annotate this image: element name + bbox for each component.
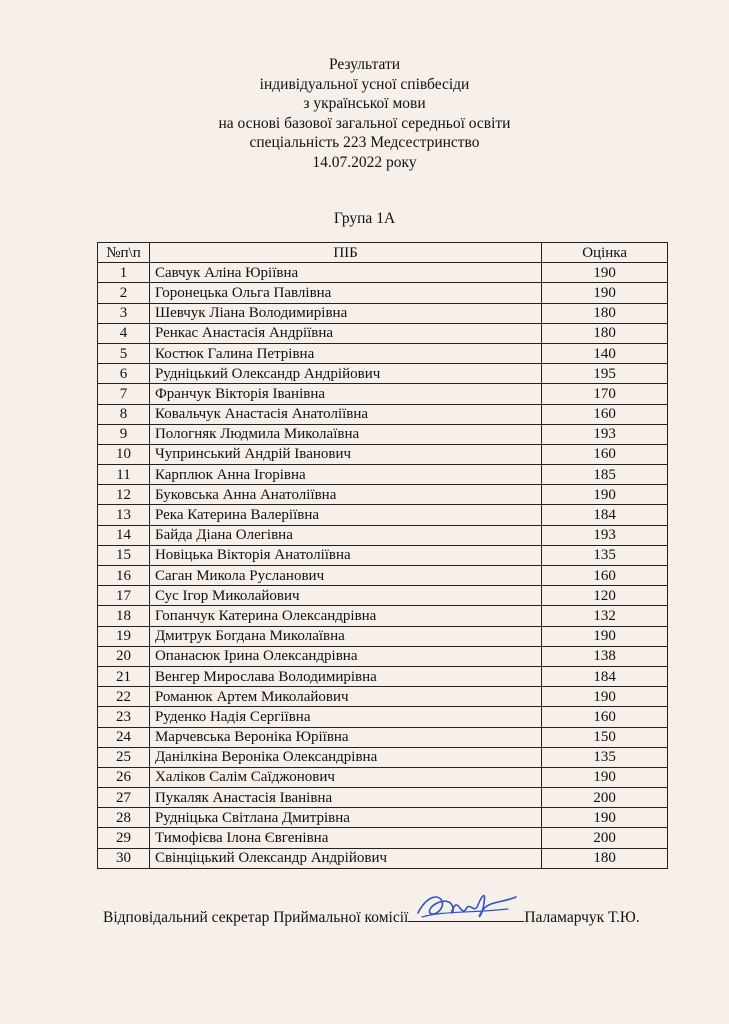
- student-name: Новіцька Вікторія Анатоліївна: [149, 545, 541, 565]
- student-name: Свінціцький Олександр Андрійович: [149, 848, 541, 868]
- signature-icon: [412, 887, 522, 927]
- row-number: 29: [98, 828, 150, 848]
- row-number: 25: [98, 747, 150, 767]
- signer-name: Паламарчук Т.Ю.: [524, 909, 640, 926]
- table-row: [98, 465, 668, 485]
- student-name: Костюк Галина Петрівна: [149, 343, 541, 363]
- table-row: [98, 505, 668, 525]
- student-score: 120: [542, 586, 668, 606]
- student-score: 193: [542, 525, 668, 545]
- student-name: Савчук Аліна Юріївна: [149, 263, 541, 283]
- row-number: 17: [98, 586, 150, 606]
- table-row: [98, 364, 668, 384]
- row-number: 26: [98, 767, 150, 787]
- row-number: 1: [98, 263, 150, 283]
- student-name: Романюк Артем Миколайович: [149, 687, 541, 707]
- signature-line: [408, 905, 524, 922]
- student-score: 160: [542, 566, 668, 586]
- table-row: [98, 485, 668, 505]
- student-score: 140: [542, 343, 668, 363]
- row-number: 11: [98, 465, 150, 485]
- table-row: [98, 727, 668, 747]
- table-row: [98, 586, 668, 606]
- student-name: Марчевська Вероніка Юріївна: [149, 727, 541, 747]
- table-row: [98, 404, 668, 424]
- student-name: Горонецька Ольга Павлівна: [149, 283, 541, 303]
- header-basis: на основі базової загальної середньої освіти: [218, 114, 511, 132]
- student-name: Ренкас Анастасія Андріївна: [149, 323, 541, 343]
- student-name: Тимофієва Ілона Євгенівна: [149, 828, 541, 848]
- student-name: Пологняк Людмила Миколаївна: [149, 424, 541, 444]
- student-name: Сус Ігор Миколайович: [149, 586, 541, 606]
- student-score: 190: [542, 283, 668, 303]
- row-number: 21: [98, 666, 150, 686]
- document-header: [0, 55, 729, 172]
- table-row: [98, 545, 668, 565]
- table-row: [98, 788, 668, 808]
- student-name: Буковська Анна Анатоліївна: [149, 485, 541, 505]
- table-row: [98, 525, 668, 545]
- student-score: 160: [542, 404, 668, 424]
- student-name: Дмитрук Богдана Миколаївна: [149, 626, 541, 646]
- student-name: Франчук Вікторія Іванівна: [149, 384, 541, 404]
- student-name: Рудніцька Світлана Дмитрівна: [149, 808, 541, 828]
- row-number: 16: [98, 566, 150, 586]
- signature-block: [103, 905, 640, 927]
- table-row: [98, 606, 668, 626]
- student-name: Чупринський Андрій Іванович: [149, 444, 541, 464]
- row-number: 18: [98, 606, 150, 626]
- student-score: 180: [542, 323, 668, 343]
- table-row: [98, 666, 668, 686]
- table-row: [98, 303, 668, 323]
- row-number: 15: [98, 545, 150, 565]
- student-score: 193: [542, 424, 668, 444]
- student-name: Река Катерина Валеріївна: [149, 505, 541, 525]
- student-score: 160: [542, 707, 668, 727]
- header-subject: з української мови: [303, 95, 426, 112]
- row-number: 30: [98, 848, 150, 868]
- table-row: [98, 828, 668, 848]
- student-score: 150: [542, 727, 668, 747]
- row-number: 13: [98, 505, 150, 525]
- student-score: 200: [542, 828, 668, 848]
- table-row: [98, 626, 668, 646]
- student-score: 190: [542, 808, 668, 828]
- row-number: 5: [98, 343, 150, 363]
- student-score: 200: [542, 788, 668, 808]
- student-name: Ковальчук Анастасія Анатоліївна: [149, 404, 541, 424]
- table-row: [98, 646, 668, 666]
- row-number: 3: [98, 303, 150, 323]
- student-name: Карплюк Анна Ігорівна: [149, 465, 541, 485]
- table-row: [98, 444, 668, 464]
- group-title: Група 1А: [333, 210, 396, 227]
- student-name: Шевчук Ліана Володимирівна: [149, 303, 541, 323]
- table-header-row: [98, 243, 668, 263]
- table-row: [98, 384, 668, 404]
- student-name: Опанасюк Ірина Олександрівна: [149, 646, 541, 666]
- table-row: [98, 747, 668, 767]
- row-number: 8: [98, 404, 150, 424]
- student-score: 180: [542, 848, 668, 868]
- table-row: [98, 263, 668, 283]
- row-number: 27: [98, 788, 150, 808]
- header-date: 14.07.2022 року: [312, 153, 417, 171]
- row-number: 14: [98, 525, 150, 545]
- column-header-number: №п\п: [98, 243, 150, 263]
- table-row: [98, 283, 668, 303]
- results-table: [97, 242, 668, 869]
- student-score: 190: [542, 687, 668, 707]
- student-name: Руденко Надія Сергіївна: [149, 707, 541, 727]
- student-name: Рудніцький Олександр Андрійович: [149, 364, 541, 384]
- student-score: 160: [542, 444, 668, 464]
- student-score: 184: [542, 666, 668, 686]
- table-row: [98, 343, 668, 363]
- table-row: [98, 707, 668, 727]
- student-score: 190: [542, 767, 668, 787]
- student-score: 170: [542, 384, 668, 404]
- row-number: 10: [98, 444, 150, 464]
- row-number: 28: [98, 808, 150, 828]
- table-row: [98, 808, 668, 828]
- student-score: 190: [542, 626, 668, 646]
- row-number: 4: [98, 323, 150, 343]
- row-number: 23: [98, 707, 150, 727]
- student-name: Байда Діана Олегівна: [149, 525, 541, 545]
- row-number: 2: [98, 283, 150, 303]
- row-number: 7: [98, 384, 150, 404]
- student-score: 185: [542, 465, 668, 485]
- student-score: 190: [542, 263, 668, 283]
- student-name: Пукаляк Анастасія Іванівна: [149, 788, 541, 808]
- student-name: Халіков Салім Саїджонович: [149, 767, 541, 787]
- student-name: Саган Микола Русланович: [149, 566, 541, 586]
- student-score: 135: [542, 747, 668, 767]
- table-row: [98, 687, 668, 707]
- row-number: 24: [98, 727, 150, 747]
- table-row: [98, 323, 668, 343]
- student-score: 132: [542, 606, 668, 626]
- signer-role: Відповідальний секретар Приймальної комісії: [103, 909, 409, 926]
- student-score: 190: [542, 485, 668, 505]
- student-name: Данілкіна Вероніка Олександрівна: [149, 747, 541, 767]
- header-title: Результати: [328, 56, 401, 73]
- row-number: 6: [98, 364, 150, 384]
- table-row: [98, 848, 668, 868]
- column-header-score: Оцінка: [542, 243, 668, 263]
- student-name: Гопанчук Катерина Олександрівна: [149, 606, 541, 626]
- column-header-name: ПІБ: [149, 243, 541, 263]
- table-row: [98, 424, 668, 444]
- row-number: 9: [98, 424, 150, 444]
- header-specialty: спеціальність 223 Медсестринство: [249, 134, 480, 151]
- student-score: 135: [542, 545, 668, 565]
- student-score: 180: [542, 303, 668, 323]
- row-number: 19: [98, 626, 150, 646]
- row-number: 22: [98, 687, 150, 707]
- row-number: 20: [98, 646, 150, 666]
- student-score: 195: [542, 364, 668, 384]
- table-row: [98, 566, 668, 586]
- table-row: [98, 767, 668, 787]
- student-name: Венгер Мирослава Володимирівна: [149, 666, 541, 686]
- row-number: 12: [98, 485, 150, 505]
- student-score: 138: [542, 646, 668, 666]
- header-subtitle: індивідуальної усної співбесіди: [259, 75, 470, 93]
- student-score: 184: [542, 505, 668, 525]
